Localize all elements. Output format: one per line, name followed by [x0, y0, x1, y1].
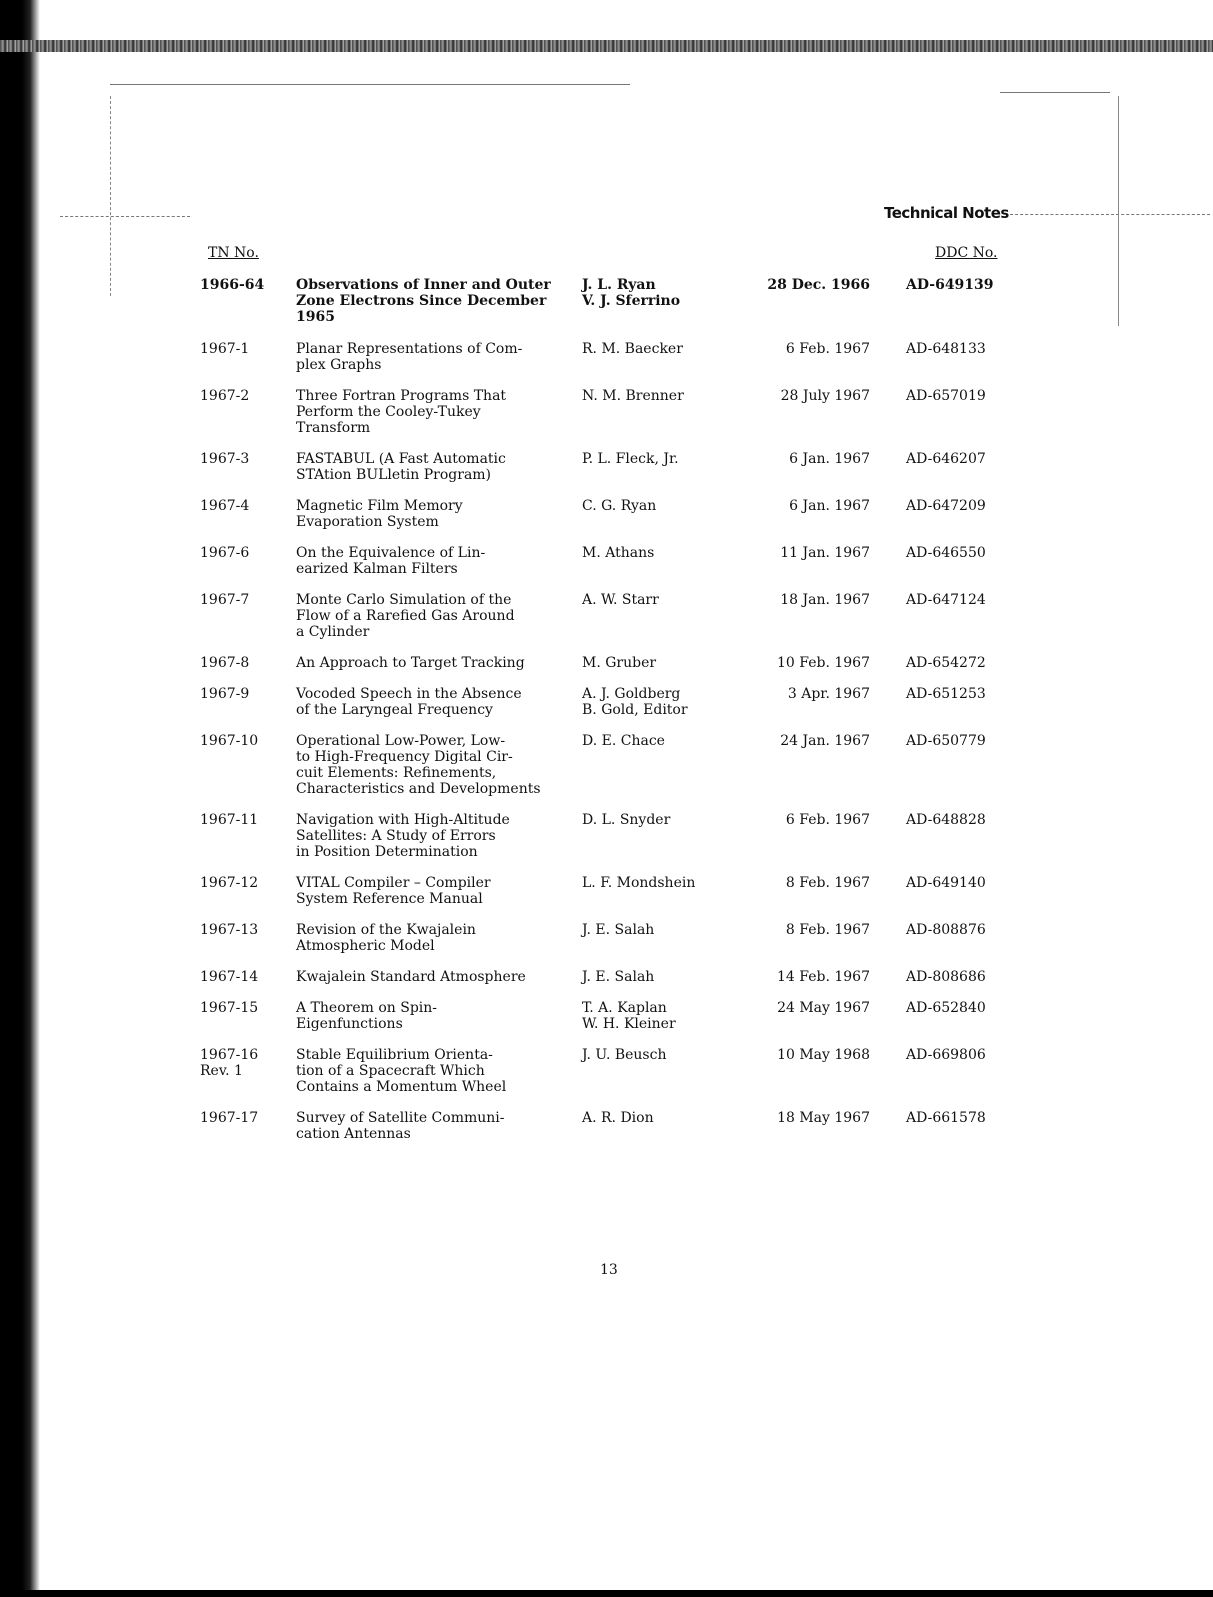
tn-number: 1967-1	[200, 341, 250, 357]
note-title: Vocoded Speech in the Absence of the Laryngeal Frequency	[296, 686, 522, 718]
note-title: Revision of the Kwajalein Atmospheric Model	[296, 922, 476, 954]
table-row	[200, 1047, 1020, 1110]
table-row	[200, 812, 1020, 875]
table-row	[200, 1000, 1020, 1047]
note-title: Kwajalein Standard Atmosphere	[296, 969, 526, 985]
date: 28 July 1967	[780, 388, 870, 404]
ddc-number: AD-646207	[906, 451, 986, 467]
scan-band-top	[0, 40, 1213, 52]
date: 24 May 1967	[777, 1000, 870, 1016]
frame-line-vertical-right	[1118, 96, 1119, 326]
author: A. J. Goldberg B. Gold, Editor	[582, 686, 688, 718]
tn-number: 1967-15	[200, 1000, 259, 1016]
note-title: Operational Low-Power, Low- to High-Frequency Digital Cir- cuit Elements: Refinements, Characteristics and Developments	[296, 733, 541, 797]
table-row	[200, 969, 1020, 1000]
ddc-number: AD-649139	[906, 277, 994, 293]
frame-line-top	[110, 84, 630, 85]
date: 8 Feb. 1967	[785, 875, 870, 891]
technical-notes-table	[200, 277, 1020, 1150]
ddc-number: AD-647209	[906, 498, 986, 514]
tn-number: 1967-9	[200, 686, 250, 702]
date: 6 Feb. 1967	[785, 341, 870, 357]
note-title: Stable Equilibrium Orienta- tion of a Spacecraft Which Contains a Momentum Wheel	[296, 1047, 507, 1095]
author: C. G. Ryan	[582, 498, 657, 514]
frame-line-top-right	[1000, 92, 1110, 93]
note-title: Magnetic Film Memory Evaporation System	[296, 498, 463, 530]
date: 10 Feb. 1967	[777, 655, 870, 671]
frame-line-right	[1010, 214, 1210, 215]
date: 28 Dec. 1966	[767, 277, 870, 293]
note-title: VITAL Compiler – Compiler System Reference Manual	[296, 875, 491, 907]
tn-number: 1967-13	[200, 922, 259, 938]
frame-line-vertical-left	[110, 96, 111, 296]
author: J. L. Ryan V. J. Sferrino	[582, 277, 681, 309]
author: J. U. Beusch	[582, 1047, 667, 1063]
ddc-number: AD-646550	[906, 545, 986, 561]
ddc-number: AD-652840	[906, 1000, 986, 1016]
tn-number: 1967-3	[200, 451, 250, 467]
scan-edge-bottom	[0, 1590, 1213, 1597]
ddc-number: AD-808876	[906, 922, 986, 938]
header-tn-no: TN No.	[208, 245, 259, 261]
author: N. M. Brenner	[582, 388, 684, 404]
table-row	[200, 922, 1020, 969]
author: D. E. Chace	[582, 733, 665, 749]
section-title: Technical Notes	[884, 204, 1009, 222]
author: M. Gruber	[582, 655, 657, 671]
ddc-number: AD-648828	[906, 812, 986, 828]
author: M. Athans	[582, 545, 655, 561]
date: 18 May 1967	[777, 1110, 870, 1126]
ddc-number: AD-648133	[906, 341, 986, 357]
scan-edge-left	[0, 0, 40, 1597]
page-number: 13	[600, 1262, 618, 1278]
tn-number: 1967-12	[200, 875, 259, 891]
date: 24 Jan. 1967	[780, 733, 870, 749]
ddc-number: AD-650779	[906, 733, 986, 749]
frame-line-left	[60, 216, 190, 217]
author: A. W. Starr	[582, 592, 659, 608]
date: 3 Apr. 1967	[787, 686, 870, 702]
table-row	[200, 1110, 1020, 1150]
date: 11 Jan. 1967	[780, 545, 870, 561]
table-row	[200, 545, 1020, 592]
ddc-number: AD-808686	[906, 969, 986, 985]
ddc-number: AD-649140	[906, 875, 986, 891]
date: 8 Feb. 1967	[785, 922, 870, 938]
tn-number: 1967-14	[200, 969, 259, 985]
ddc-number: AD-647124	[906, 592, 986, 608]
header-ddc-no: DDC No.	[935, 245, 998, 261]
date: 6 Feb. 1967	[785, 812, 870, 828]
table-row	[200, 451, 1020, 498]
tn-number: 1967-10	[200, 733, 259, 749]
date: 14 Feb. 1967	[777, 969, 870, 985]
note-title: Survey of Satellite Communi- cation Antennas	[296, 1110, 505, 1142]
tn-number: 1967-7	[200, 592, 250, 608]
author: A. R. Dion	[582, 1110, 654, 1126]
table-row	[200, 733, 1020, 812]
table-row	[200, 388, 1020, 451]
note-title: FASTABUL (A Fast Automatic STAtion BULletin Program)	[296, 451, 506, 483]
table-row	[200, 341, 1020, 388]
note-title: Planar Representations of Com- plex Graphs	[296, 341, 523, 373]
table-row	[200, 655, 1020, 686]
tn-number: 1967-8	[200, 655, 250, 671]
tn-number: 1967-6	[200, 545, 250, 561]
note-title: Navigation with High-Altitude Satellites: A Study of Errors in Position Determination	[296, 812, 510, 860]
note-title: An Approach to Target Tracking	[296, 655, 525, 671]
date: 6 Jan. 1967	[789, 498, 870, 514]
date: 18 Jan. 1967	[780, 592, 870, 608]
tn-number: 1967-4	[200, 498, 250, 514]
date: 10 May 1968	[777, 1047, 870, 1063]
table-row	[200, 875, 1020, 922]
tn-number: 1967-2	[200, 388, 250, 404]
note-title: A Theorem on Spin- Eigenfunctions	[296, 1000, 438, 1032]
ddc-number: AD-651253	[906, 686, 986, 702]
tn-number: 1967-16 Rev. 1	[200, 1047, 259, 1079]
author: T. A. Kaplan W. H. Kleiner	[582, 1000, 676, 1032]
note-title: On the Equivalence of Lin- earized Kalman Filters	[296, 545, 486, 577]
author: P. L. Fleck, Jr.	[582, 451, 679, 467]
table-row	[200, 498, 1020, 545]
note-title: Observations of Inner and Outer Zone Electrons Since December 1965	[296, 277, 551, 325]
ddc-number: AD-654272	[906, 655, 986, 671]
author: J. E. Salah	[582, 969, 655, 985]
ddc-number: AD-661578	[906, 1110, 986, 1126]
note-title: Monte Carlo Simulation of the Flow of a Rarefied Gas Around a Cylinder	[296, 592, 515, 640]
tn-number: 1967-11	[200, 812, 259, 828]
author: R. M. Baecker	[582, 341, 683, 357]
date: 6 Jan. 1967	[789, 451, 870, 467]
tn-number: 1967-17	[200, 1110, 259, 1126]
author: J. E. Salah	[582, 922, 655, 938]
note-title: Three Fortran Programs That Perform the Cooley-Tukey Transform	[296, 388, 507, 436]
table-row	[200, 592, 1020, 655]
author: D. L. Snyder	[582, 812, 671, 828]
table-row	[200, 277, 1020, 341]
table-row	[200, 686, 1020, 733]
tn-number: 1966-64	[200, 277, 265, 293]
ddc-number: AD-669806	[906, 1047, 986, 1063]
ddc-number: AD-657019	[906, 388, 986, 404]
author: L. F. Mondshein	[582, 875, 696, 891]
